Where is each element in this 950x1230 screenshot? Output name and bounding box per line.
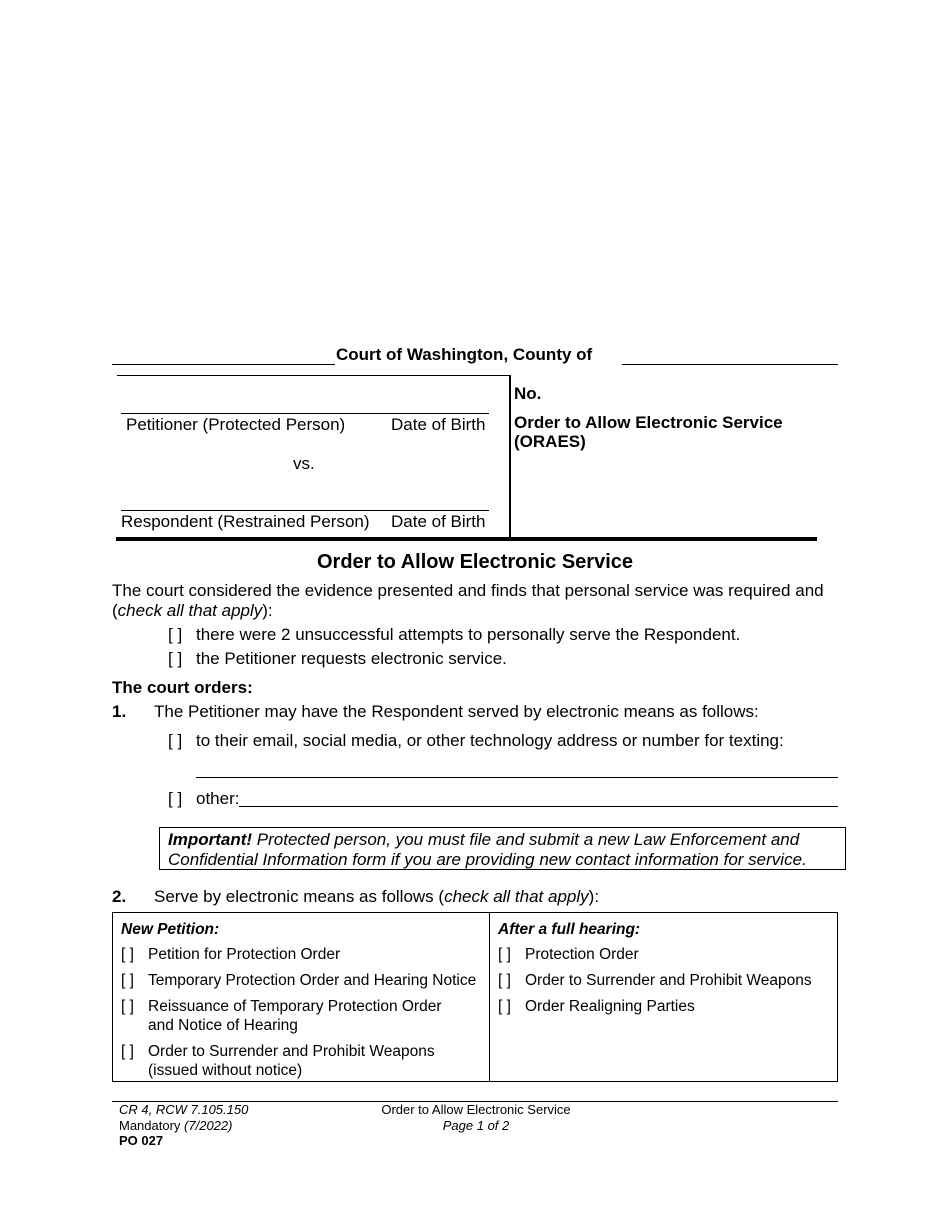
finding-request-label: the Petitioner requests electronic service. xyxy=(196,649,507,668)
right-item-label-1: Protection Order xyxy=(525,946,639,963)
case-number-label: No. xyxy=(514,384,542,403)
county-name-line[interactable] xyxy=(622,364,838,365)
item2-text-b: ): xyxy=(588,887,600,906)
findings-intro-close: ): xyxy=(262,601,273,620)
respondent-dob-label: Date of Birth xyxy=(391,512,486,531)
finding-attempts-label: there were 2 unsuccessful attempts to personally serve the Respondent. xyxy=(196,625,741,644)
finding-checkbox-request[interactable]: [ ] xyxy=(168,649,183,668)
item2-text-a: Serve by electronic means as follows ( xyxy=(154,887,445,906)
respondent-name-line[interactable] xyxy=(121,510,489,511)
footer-page-number: Page 1 of 2 xyxy=(442,1118,510,1133)
petitioner-label: Petitioner (Protected Person) xyxy=(126,415,346,434)
item2-text-italic: check all that apply xyxy=(444,887,589,906)
left-item-label-3: Reissuance of Temporary Protection Order and Notice of Hearing xyxy=(148,998,442,1034)
left-item-checkbox-4[interactable]: [ ] xyxy=(121,1043,134,1060)
other-option-label: other: xyxy=(196,789,240,808)
caption-top-rule xyxy=(117,375,509,376)
left-item-checkbox-2[interactable]: [ ] xyxy=(121,972,134,989)
footer-form-title: Order to Allow Electronic Service xyxy=(381,1102,571,1117)
footer-mandatory-label: Mandatory xyxy=(119,1118,181,1133)
other-fill-line[interactable] xyxy=(239,806,838,807)
footer-mandatory xyxy=(119,1118,232,1134)
other-option-checkbox[interactable]: [ ] xyxy=(168,789,183,808)
left-item-checkbox-1[interactable]: [ ] xyxy=(121,946,134,963)
caption-divider xyxy=(509,375,511,539)
orders-heading: The court orders: xyxy=(112,678,253,697)
right-item-label-3: Order Realigning Parties xyxy=(525,998,695,1015)
findings-intro-open: ( xyxy=(112,601,118,620)
left-item-label-2: Temporary Protection Order and Hearing Notice xyxy=(148,972,477,989)
important-label: Important! xyxy=(168,830,253,849)
county-prefix-line[interactable] xyxy=(112,364,335,365)
item1-text: The Petitioner may have the Respondent served by electronic means as follows: xyxy=(154,702,759,721)
important-notice-box xyxy=(159,827,846,870)
item2-text xyxy=(154,887,599,907)
service-table-divider xyxy=(489,912,490,1082)
full-hearing-heading: After a full hearing: xyxy=(498,921,641,938)
versus-label: vs. xyxy=(293,454,315,473)
caption-bottom-rule xyxy=(116,537,817,541)
important-notice-text xyxy=(168,830,838,870)
footer-date: (7/2022) xyxy=(184,1118,233,1133)
document-title-line2: (ORAES) xyxy=(514,432,586,451)
item2-number: 2. xyxy=(112,887,127,906)
footer-form-number: PO 027 xyxy=(119,1133,164,1148)
right-item-checkbox-1[interactable]: [ ] xyxy=(498,946,511,963)
petitioner-dob-label: Date of Birth xyxy=(391,415,486,434)
finding-checkbox-attempts[interactable]: [ ] xyxy=(168,625,183,644)
item1-number: 1. xyxy=(112,702,127,721)
email-option-label: to their email, social media, or other technology address or number for texting: xyxy=(196,731,784,750)
findings-intro xyxy=(112,581,842,621)
email-option-checkbox[interactable]: [ ] xyxy=(168,731,183,750)
court-heading: Court of Washington, County of xyxy=(336,345,593,364)
important-body: Protected person, you must file and submit a new Law Enforcement and Confidential Information form if you are providing new contact information for service. xyxy=(168,830,807,869)
footer-rule-citation: CR 4, RCW 7.105.150 xyxy=(119,1102,249,1117)
document-title-line1: Order to Allow Electronic Service xyxy=(514,413,783,432)
right-item-label-2: Order to Surrender and Prohibit Weapons xyxy=(525,972,812,989)
email-address-line[interactable] xyxy=(196,777,838,778)
page-title: Order to Allow Electronic Service xyxy=(316,551,634,573)
right-item-checkbox-3[interactable]: [ ] xyxy=(498,998,511,1015)
left-item-label-4: Order to Surrender and Prohibit Weapons (issued without notice) xyxy=(148,1043,435,1079)
findings-intro-text: The court considered the evidence presented and finds that personal service was required and xyxy=(112,581,824,600)
new-petition-heading: New Petition: xyxy=(121,921,220,938)
findings-intro-italic: check all that apply xyxy=(117,601,263,620)
petitioner-name-line[interactable] xyxy=(121,413,489,414)
right-item-checkbox-2[interactable]: [ ] xyxy=(498,972,511,989)
left-item-label-1: Petition for Protection Order xyxy=(148,946,341,963)
respondent-label: Respondent (Restrained Person) xyxy=(121,512,370,531)
left-item-checkbox-3[interactable]: [ ] xyxy=(121,998,134,1015)
